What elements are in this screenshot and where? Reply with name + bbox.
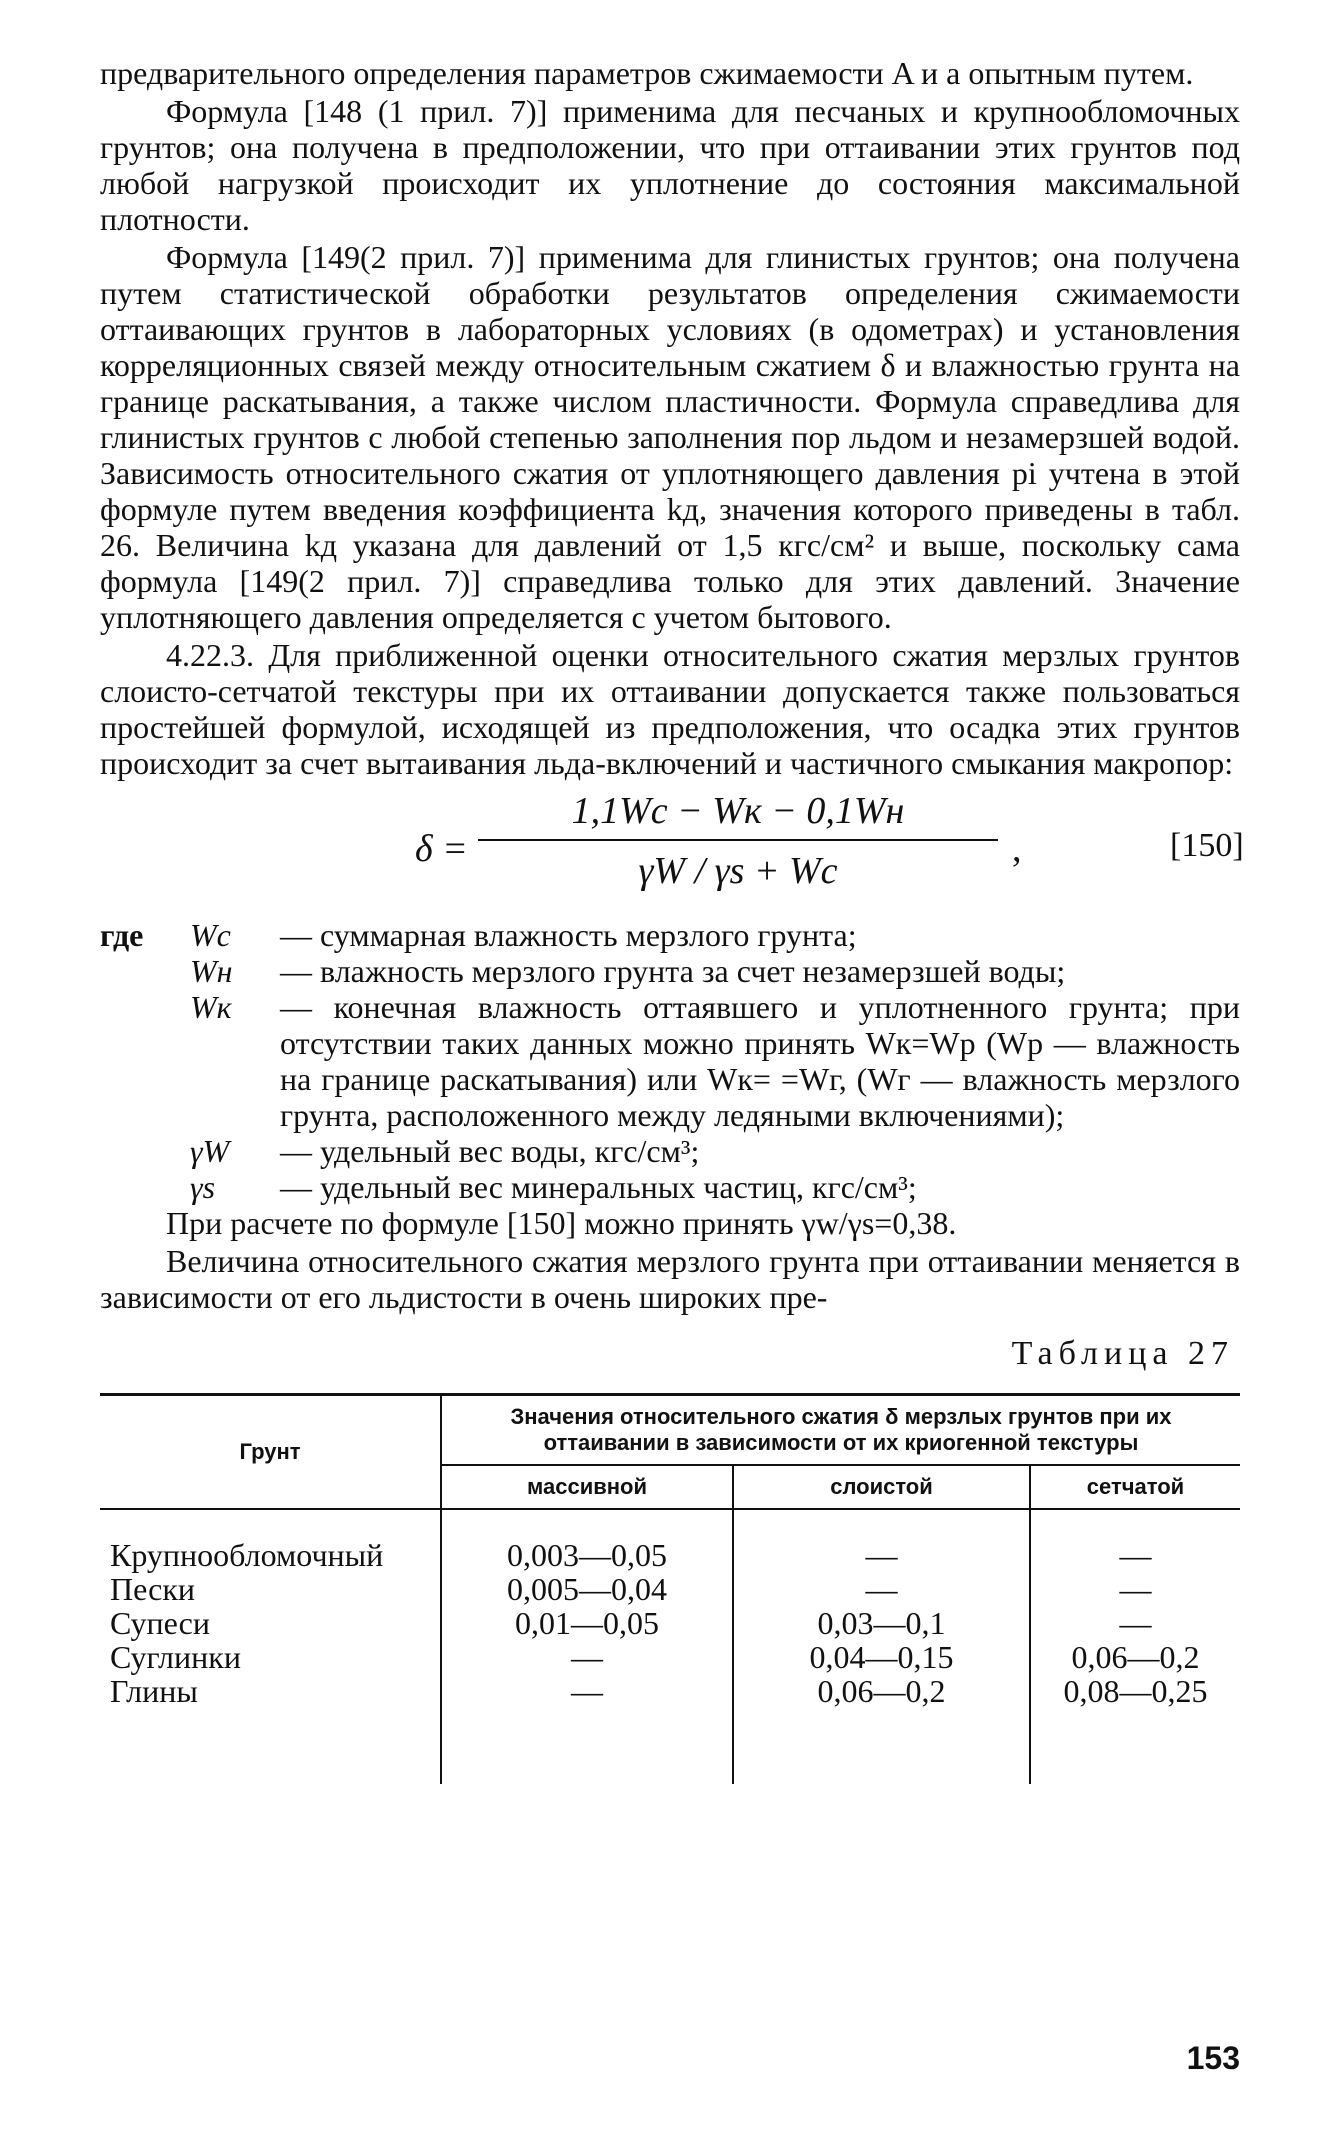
cell-mesh: — <box>1119 1537 1152 1573</box>
formula-denominator: γW / γs + Wc <box>638 850 838 892</box>
mesh-column <box>1030 1509 1240 1784</box>
cell-mesh: 0,08—0,25 <box>1063 1673 1208 1709</box>
paragraph-iciness: Величина относительного сжатия мерзлого грунта при оттаивании меняется в зависимости от его льдистости в очень широких пре- <box>100 1243 1240 1315</box>
cell-soil: Крупнообломочный <box>110 1537 384 1573</box>
definition-text: — удельный вес воды, кгс/см³; <box>280 1133 700 1169</box>
cell-soil: Супеси <box>110 1605 210 1641</box>
paragraph-4-22-3: 4.22.3. Для приближенной оценки относительного сжатия мерзлых грунтов слоисто-сетчатой текстуры при их оттаивании допускается также пользоваться простейшей формулой, исходящей из предположения, что осадка этих грунтов происходит за счет вытаивания льда-включений и частичного смыкания макропор: <box>100 637 1240 781</box>
cell-massive: — <box>571 1673 603 1709</box>
table-title: Таблица 27 <box>1011 1335 1234 1372</box>
where-label: где <box>100 917 144 953</box>
definition-item <box>100 1169 1240 1205</box>
paragraph-formula-148: Формула [148 (1 прил. 7)] применима для песчаных и крупнообломочных грунтов; она получена в предположении, что при оттаивании этих грунтов под любой нагрузкой происходит их уплотнение до состояния максимальной плотности. <box>100 93 1240 237</box>
definition-item <box>100 1133 1240 1169</box>
cell-layered: 0,03—0,1 <box>817 1605 946 1641</box>
page-content <box>100 55 1244 1784</box>
header-group: Значения относительного сжатия δ мерзлых грунтов при их оттаивании в зависимости от их криогенной текстуры <box>441 1395 1240 1466</box>
header-col-mesh: сетчатой <box>1030 1465 1240 1509</box>
massive-column <box>441 1509 733 1784</box>
cell-soil: Суглинки <box>110 1639 241 1675</box>
definition-item <box>100 989 1240 1133</box>
cell-soil: Глины <box>110 1673 198 1709</box>
cell-massive: 0,003—0,05 <box>507 1537 667 1573</box>
paragraph-formula-149: Формула [149(2 прил. 7)] применима для глинистых грунтов; она получена путем статистической обработки результатов определения сжимаемости оттаивающих грунтов в лабораторных условиях (в одометрах) и установления корреляционных связей между относительным сжатием δ и влажностью грунта на границе раскатывания, а также числом пластичности. Формула справедлива для глинистых грунтов с любой степенью заполнения пор льдом и незамерзшей водой. Зависимость относительного сжатия от уплотняющего давления pi учтена в этой формуле путем введения коэффициента kд, значения которого приведены в табл. 26. Величина kд указана для давлений от 1,5 кгс/см² и выше, поскольку сама формула [149(2 прил. 7)] справедлива только для этих давлений. Значение уплотняющего давления определяется с учетом бытового. <box>100 239 1240 635</box>
cell-soil: Пески <box>110 1571 195 1607</box>
cell-layered: — <box>865 1537 898 1573</box>
definition-symbol: Wк <box>190 989 232 1025</box>
definition-item <box>100 917 1240 953</box>
formula-150 <box>100 789 1244 917</box>
cell-mesh: — <box>1119 1571 1152 1607</box>
definitions-list <box>100 917 1240 1205</box>
cell-massive: 0,01—0,05 <box>515 1605 659 1641</box>
table-body-row <box>100 1509 1240 1784</box>
definition-text: — удельный вес минеральных частиц, кгс/см³; <box>280 1169 917 1205</box>
header-col-layered: слоистой <box>733 1465 1030 1509</box>
soil-column <box>100 1509 441 1784</box>
definition-symbol: γW <box>190 1133 230 1169</box>
header-soil: Грунт <box>100 1395 441 1510</box>
layered-column <box>733 1509 1030 1784</box>
formula-lhs: δ = <box>415 828 468 870</box>
cell-layered: 0,04—0,15 <box>809 1639 954 1675</box>
header-col-massive: массивной <box>441 1465 733 1509</box>
definition-item <box>100 953 1240 989</box>
cell-massive: 0,005—0,04 <box>507 1571 667 1607</box>
definition-text: — конечная влажность оттаявшего и уплотненного грунта; при отсутствии таких данных можно принять Wк=Wр (Wр — влажность на границе раскатывания) или Wк= =Wг, (Wг — влажность мерзлого грунта, расположенного между ледяными включениями); <box>280 989 1241 1133</box>
definition-text: — суммарная влажность мерзлого грунта; <box>280 917 857 953</box>
cell-mesh: 0,06—0,2 <box>1071 1639 1200 1675</box>
definition-text: — влажность мерзлого грунта за счет незамерзшей воды; <box>280 953 1066 989</box>
definition-symbol: Wн <box>190 953 233 989</box>
cell-layered: 0,06—0,2 <box>817 1673 946 1709</box>
table-header-row <box>100 1395 1240 1466</box>
formula-number: [150] <box>1170 827 1244 864</box>
formula-comma: , <box>1012 828 1022 870</box>
formula-numerator: 1,1Wc − Wк − 0,1Wн <box>571 790 905 832</box>
definition-symbol: Wc <box>190 917 231 953</box>
definition-symbol: γs <box>190 1169 216 1205</box>
cell-layered: — <box>865 1571 898 1607</box>
page-number: 153 <box>1186 2040 1240 2076</box>
paragraph-ratio-note: При расчете по формуле [150] можно принять γw/γs=0,38. <box>166 1205 957 1241</box>
cell-massive: — <box>571 1639 603 1675</box>
table-27 <box>100 1393 1240 1784</box>
cell-mesh: — <box>1119 1605 1152 1641</box>
formula-fraction <box>478 789 998 895</box>
paragraph-intro: предварительного определения параметров сжимаемости A и a опытным путем. <box>100 55 1194 91</box>
